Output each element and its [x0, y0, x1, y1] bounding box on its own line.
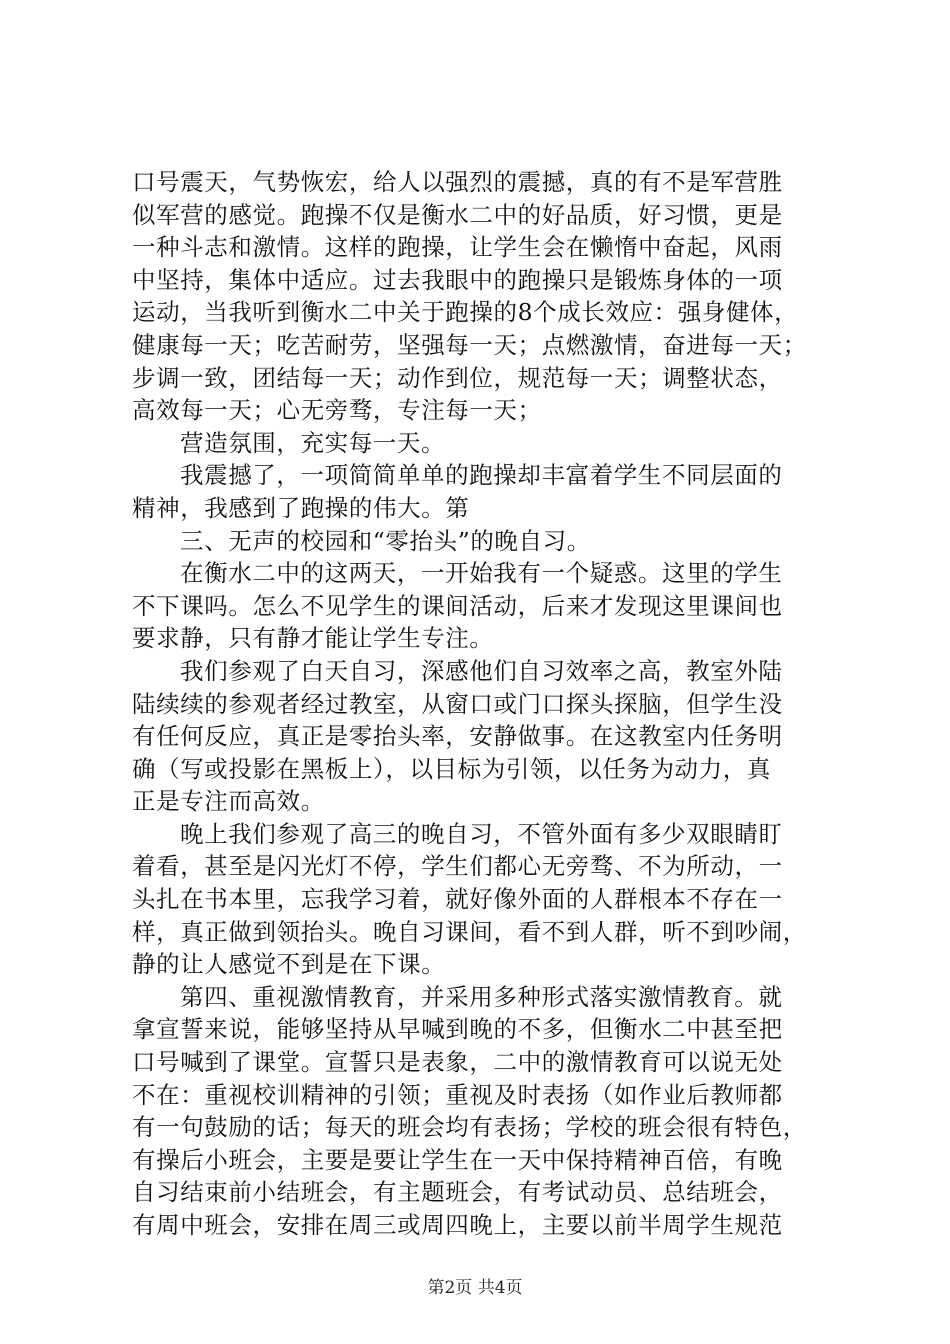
text-line: 似军营的感觉。跑操不仅是衡水二中的好品质，好习惯，更是	[132, 200, 783, 229]
text-line: 我们参观了白天自习，深感他们自习效率之高，教室外陆	[180, 656, 783, 685]
text-line: 中坚持，集体中适应。过去我眼中的跑操只是锻炼身体的一项	[132, 265, 783, 294]
text-line: 第四、重视激情教育，并采用多种形式落实激情教育。就	[180, 982, 783, 1011]
page-footer: 第2页 共4页	[427, 1278, 523, 1298]
text-line: 运动，当我听到衡水二中关于跑操的8个成长效应：强身健体，	[132, 298, 799, 327]
text-line: 陆续续的参观者经过教室，从窗口或门口探头探脑，但学生没	[132, 689, 783, 718]
text-line: 不在：重视校训精神的引领；重视及时表扬（如作业后教师都	[132, 1080, 783, 1109]
text-line: 有操后小班会，主要是要让学生在一天中保持精神百倍，有晚	[132, 1145, 783, 1174]
text-line: 高效每一天；心无旁骛，专注每一天；	[132, 396, 542, 425]
text-line: 样，真正做到领抬头。晚自习课间，看不到人群，听不到吵闹，	[132, 917, 807, 946]
text-line: 确（写或投影在黑板上），以目标为引领，以任务为动力，真	[132, 754, 771, 783]
text-line: 静的让人感觉不到是在下课。	[132, 950, 446, 979]
text-line: 三、无声的校园和“零抬头”的晚自习。	[180, 526, 591, 555]
text-line: 步调一致，团结每一天；动作到位，规范每一天；调整状态，	[132, 363, 783, 392]
text-line: 拿宣誓来说，能够坚持从早喊到晚的不多，但衡水二中甚至把	[132, 1015, 783, 1044]
text-line: 在衡水二中的这两天，一开始我有一个疑惑。这里的学生	[180, 559, 783, 588]
text-line: 精神，我感到了跑操的伟大。第	[132, 493, 470, 522]
text-line: 自习结束前小结班会，有主题班会，有考试动员、总结班会，	[132, 1178, 783, 1207]
text-line: 着看，甚至是闪光灯不停，学生们都心无旁骛、不为所动，一	[132, 852, 783, 881]
text-line: 有周中班会，安排在周三或周四晚上，主要以前半周学生规范	[132, 1211, 783, 1239]
text-line: 有任何反应，真正是零抬头率，安静做事。在这教室内任务明	[132, 722, 783, 751]
text-line: 正是专注而高效。	[132, 787, 325, 816]
document-body	[132, 166, 844, 1242]
text-line: 健康每一天；吃苦耐劳，坚强每一天；点燃激情，奋进每一天；	[132, 330, 807, 359]
text-line: 口号震天，气势恢宏，给人以强烈的震撼，真的有不是军营胜	[132, 168, 783, 196]
text-line: 头扎在书本里，忘我学习着，就好像外面的人群根本不存在一	[132, 885, 783, 914]
text-line: 我震撼了，一项简简单单的跑操却丰富着学生不同层面的	[180, 461, 783, 490]
text-line: 晚上我们参观了高三的晚自习，不管外面有多少双眼睛盯	[180, 819, 783, 848]
text-line: 一种斗志和激情。这样的跑操，让学生会在懒惰中奋起，风雨	[132, 233, 783, 262]
text-line: 口号喊到了课堂。宣誓只是表象，二中的激情教育可以说无处	[132, 1048, 783, 1077]
text-line: 要求静，只有静才能让学生专注。	[132, 624, 494, 653]
text-line: 不下课吗。怎么不见学生的课间活动，后来才发现这里课间也	[132, 591, 783, 620]
text-line: 有一句鼓励的话；每天的班会均有表扬；学校的班会很有特色，	[132, 1113, 807, 1142]
text-line: 营造氛围，充实每一天。	[180, 428, 446, 457]
